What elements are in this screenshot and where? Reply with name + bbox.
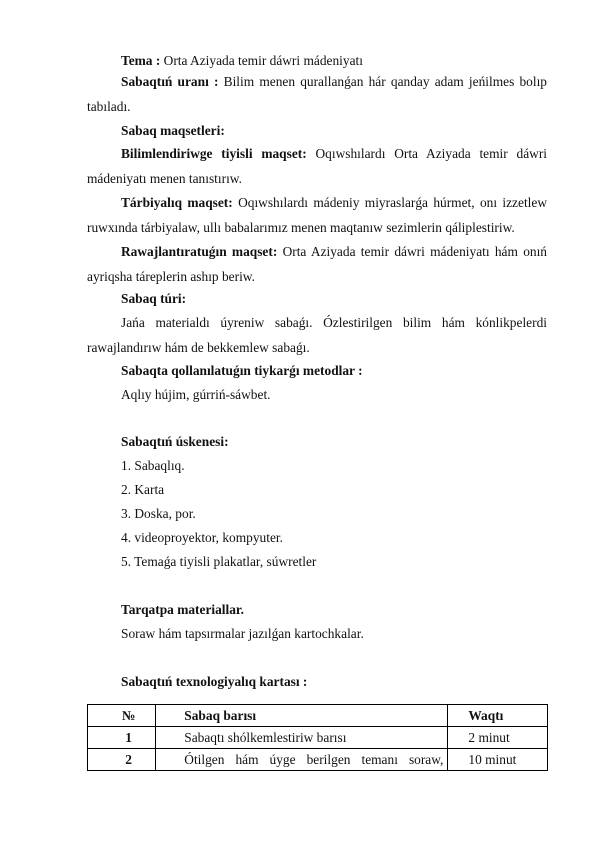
equipment-item: 2. Karta — [121, 482, 165, 497]
lesson-type-first: Jańa materialdı úyreniw sabaǵı. Ózlestirilgen bilim hám kónlikpelerdi — [121, 315, 547, 330]
lesson-type-heading: Sabaq túri: — [121, 291, 187, 306]
methods-value: Aqlıy hújim, gúrriń-sáwbet. — [121, 387, 271, 402]
lesson-type — [87, 314, 547, 356]
table-header-row — [88, 705, 548, 727]
tech-card-table — [87, 704, 548, 771]
objectives-heading: Sabaq maqsetleri: — [121, 123, 225, 138]
development-goal-cont: ayriqsha táreplerin ashıp beriw. — [87, 269, 255, 284]
header-number: № — [88, 705, 156, 727]
educational-goal-value: Oqıwshılardı Orta Aziyada temir dáwri — [306, 146, 547, 161]
row-process: Sabaqtı shólkemlestiriw barısı — [156, 727, 448, 749]
tech-card-heading: Sabaqtıń texnologiyalıq kartası : — [121, 674, 308, 689]
development-goal — [87, 243, 547, 285]
methods-heading: Sabaqta qollanılatuǵın tiykarǵı metodlar : — [121, 363, 363, 378]
development-goal-label: Rawajlantıratuǵın maqset: — [121, 244, 278, 259]
row-number: 2 — [88, 749, 156, 771]
topic-value: Orta Aziyada temir dáwri mádeniyatı — [160, 53, 363, 68]
table-row — [88, 749, 548, 771]
topic-line — [121, 52, 363, 69]
header-time: Waqtı — [448, 705, 548, 727]
row-time: 2 minut — [448, 727, 548, 749]
topic-label: Tema : — [121, 53, 161, 68]
row-time: 10 minut — [448, 749, 548, 771]
lesson-type-cont: rawajlandırıw hám de bekkemlew sabaǵı. — [87, 340, 310, 355]
row-process: Ótilgen hám úyge berilgen temanı soraw, — [156, 749, 448, 771]
equipment-item: 1. Sabaqlıq. — [121, 458, 185, 473]
table-row — [88, 727, 548, 749]
equipment-heading: Sabaqtıń úskenesi: — [121, 434, 229, 449]
motto-label: Sabaqtıń uranı : — [121, 74, 219, 89]
upbringing-goal — [87, 194, 547, 236]
row-number: 1 — [88, 727, 156, 749]
upbringing-goal-value: Oqıwshılardı mádeniy miyraslarǵa húrmet, onı izzetlew — [232, 195, 547, 210]
equipment-item: 5. Temaǵa tiyisli plakatlar, súwretler — [121, 554, 317, 569]
development-goal-value: Orta Aziyada temir dáwri mádeniyatı hám onıń — [277, 244, 548, 259]
upbringing-goal-cont: ruwxında tárbiyalaw, ullı babalarımız menen maqtanıw sezimlerin qáliplestiriw. — [87, 220, 515, 235]
handouts-heading: Tarqatpa materiallar. — [121, 602, 244, 617]
motto-cont: tabıladı. — [87, 99, 131, 114]
header-lesson-process: Sabaq barısı — [156, 705, 448, 727]
upbringing-goal-label: Tárbiyalıq maqset: — [121, 195, 233, 210]
motto-value: Bilim menen qurallanǵan hár qanday adam jeńilmes bolıp — [218, 74, 547, 89]
handouts-value: Soraw hám tapsırmalar jazılǵan kartochkalar. — [121, 626, 364, 641]
equipment-item: 4. videoproyektor, kompyuter. — [121, 530, 283, 545]
educational-goal — [87, 145, 547, 187]
equipment-item: 3. Doska, por. — [121, 506, 196, 521]
educational-goal-label: Bilimlendiriwge tiyisli maqset: — [121, 146, 307, 161]
lesson-motto — [87, 73, 547, 115]
educational-goal-cont: mádeniyatı menen tanıstırıw. — [87, 171, 242, 186]
